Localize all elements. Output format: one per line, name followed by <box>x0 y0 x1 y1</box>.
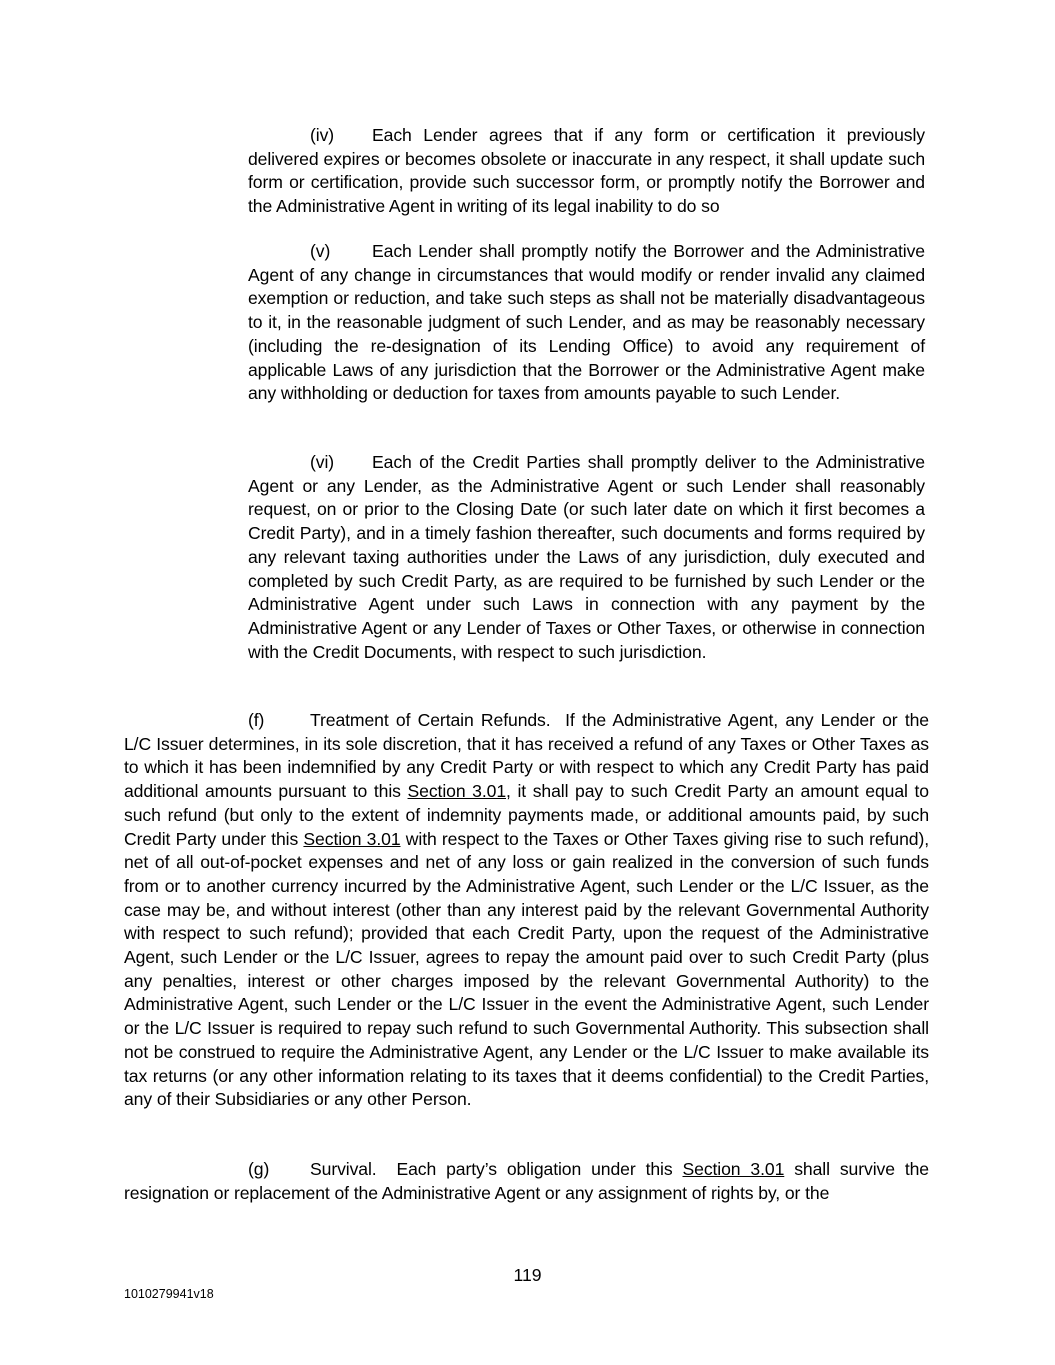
paragraph-g <box>124 1158 929 1205</box>
paragraph-v <box>248 240 925 406</box>
section-reference-link: Section 3.01 <box>407 781 507 802</box>
section-reference-link: Section 3.01 <box>682 1159 785 1179</box>
paragraph-text: with respect to the Taxes or Other Taxes giving rise to such refund), net of all out-of-pocket expenses and net of any loss or gain realized in the conversion of such funds from or to another currency incurred by the Administrative Agent, such Lender or the L/C Issuer, as the case may be, and without interest (other than any interest paid by the relevant Governmental Authority with respect to such refund); provided that each Credit Party, upon the request of the Administrative Agent, such Lender or the L/C Issuer, agrees to repay the amount paid over to such Credit Party (plus any penalties, interest or other charges imposed by the relevant Governmental Authority) to the Administrative Agent, such Lender or the L/C Issuer in the event the Administrative Agent, such Lender or the L/C Issuer is required to repay such refund to such Governmental Authority. This subsection shall not be construed to require the Administrative Agent, any Lender or the L/C Issuer to make available its tax returns (or any other information relating to its taxes that it deems confidential) to the Credit Parties, any of their Subsidiaries or any other Person. <box>124 828 929 1110</box>
paragraph-text: , it shall pay to such Credit Party an amount equal to such refund (but only to the extent of indemnity payments made, or additional amounts paid, by such Credit Party under this <box>124 781 929 849</box>
paragraph-label: (g) <box>248 1159 270 1179</box>
paragraph-text: shall survive the resignation or replacement of the Administrative Agent or any assignment of rights by, or the <box>124 1159 929 1203</box>
paragraph-text: Each of the Credit Parties shall promptly deliver to the Administrative Agent or any Lender, as the Administrative Agent or such Lender shall reasonably request, on or prior to the Closing Date (or such later date on which it first becomes a Credit Party), and in a timely fashion thereafter, such documents and forms required by any relevant taxing authorities under the Laws of any jurisdiction, duly executed and completed by such Credit Party, as are required to be furnished by such Lender or the Administrative Agent under such Laws in connection with any payment by the Administrative Agent or any Lender of Taxes or Other Taxes, or otherwise in connection with the Credit Documents, with respect to such jurisdiction. <box>248 452 925 662</box>
paragraph-label: (iv) <box>310 125 335 145</box>
paragraph-f <box>124 709 929 1112</box>
paragraph-vi <box>248 451 925 664</box>
paragraph-label: (f) <box>248 710 265 730</box>
section-reference-link: Section 3.01 <box>303 828 401 849</box>
paragraph-text: Each party’s obligation under this <box>396 1159 673 1179</box>
document-id: 1010279941v18 <box>124 1287 214 1301</box>
section-heading: Treatment of Certain Refunds. <box>310 710 551 730</box>
page-number: 119 <box>513 1265 542 1285</box>
section-heading: Survival. <box>310 1159 377 1179</box>
paragraph-iv <box>248 124 925 219</box>
paragraph-text: Each Lender shall promptly notify the Borrower and the Administrative Agent of any change in circumstances that would modify or render invalid any claimed exemption or reduction, and take such steps as shall not be materially disadvantageous to it, in the reasonable judgment of such Lender, and as may be reasonably necessary (including the re-designation of its Lending Office) to avoid any requirement of applicable Laws of any jurisdiction that the Borrower or the Administrative Agent make any withholding or deduction for taxes from amounts payable to such Lender. <box>248 241 925 404</box>
paragraph-label: (vi) <box>310 452 335 472</box>
paragraph-label: (v) <box>310 241 331 261</box>
paragraph-text: Each Lender agrees that if any form or certification it previously delivered expires or becomes obsolete or inaccurate in any respect, it shall update such form or certification, provide such successor form, or promptly notify the Borrower and the Administrative Agent in writing of its legal inability to do so <box>248 125 925 217</box>
paragraph-text: If the Administrative Agent, any Lender or the L/C Issuer determines, in its sole discretion, that it has received a refund of any Taxes or Other Taxes as to which it has been indemnified by any Credit Party or with respect to which any Credit Party has paid additional amounts pursuant to this <box>124 710 929 802</box>
